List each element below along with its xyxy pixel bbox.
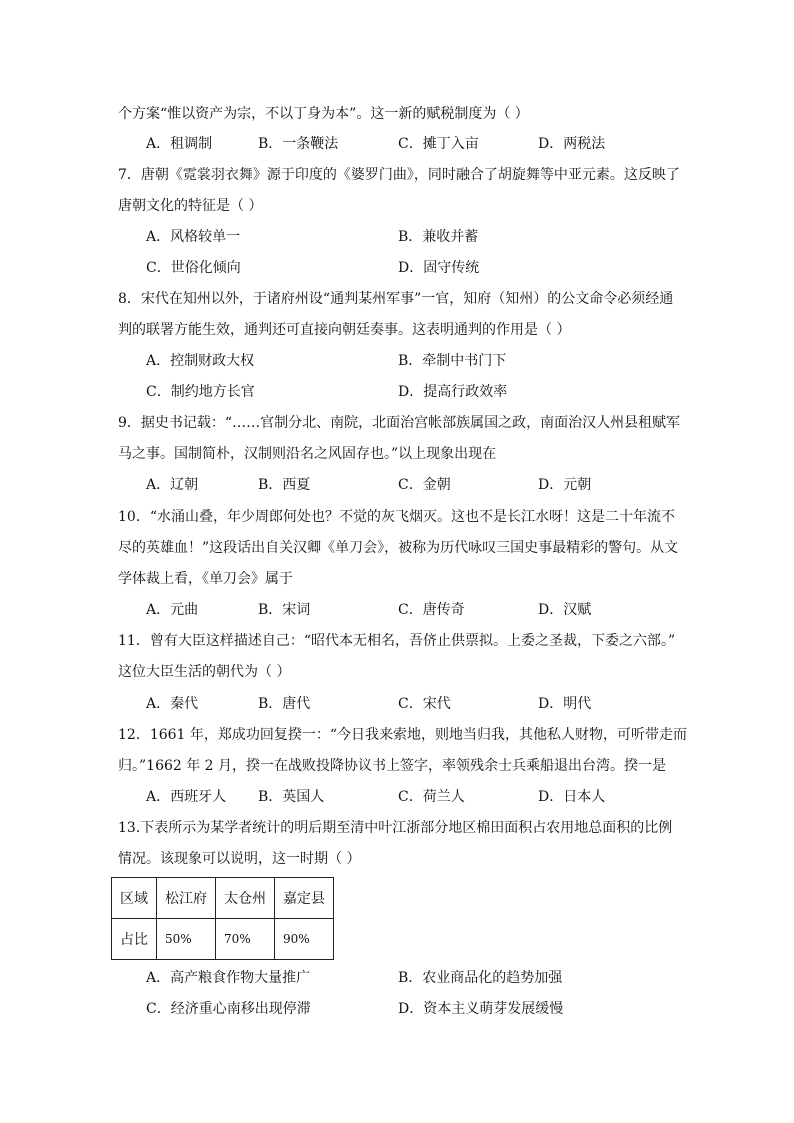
q7-option-c: C．世俗化倾向 <box>146 260 241 276</box>
q10-option-a: A．元曲 <box>146 602 199 618</box>
q13-option-d: D．资本主义萌芽发展缓慢 <box>398 1001 564 1017</box>
q12-option-c: C．荷兰人 <box>398 789 465 805</box>
q11-option-b: B．唐代 <box>258 696 311 712</box>
q6-option-b: B．一条鞭法 <box>258 136 339 152</box>
table-row <box>112 919 334 960</box>
q11-stem-line-1: 11．曾有大臣这样描述自己：“昭代本无相名，吾侪止供票拟。上委之圣裁，下委之六部。” <box>118 633 676 649</box>
table-cell: 太仓州 <box>216 878 275 919</box>
q11-option-c: C．宋代 <box>398 696 451 712</box>
table-cell: 嘉定县 <box>275 878 334 919</box>
q6-option-d: D．两税法 <box>538 136 606 152</box>
q8-option-c: C．制约地方长官 <box>146 384 255 400</box>
table-cell: 70% <box>216 919 275 960</box>
q13-data-table <box>111 877 334 960</box>
q10-stem-line-1: 10．“水涌山叠，年少周郎何处也？不觉的灰飞烟灭。这也不是长江水呀！这是二十年流不 <box>118 509 675 525</box>
q11-option-d: D．明代 <box>538 696 592 712</box>
q12-stem-line-1: 12．1661 年，郑成功回复揆一：“今日我来索地，则地当归我，其他私人财物，可听带走而 <box>118 727 688 743</box>
q10-stem-line-3: 学体裁上看，《单刀会》属于 <box>118 571 293 587</box>
q7-stem-line-1: 7．唐朝《霓裳羽衣舞》源于印度的《婆罗门曲》，同时融合了胡旋舞等中亚元素。这反映了 <box>118 167 680 183</box>
q13-option-b: B．农业商品化的趋势加强 <box>398 970 563 986</box>
q10-option-c: C．唐传奇 <box>398 602 465 618</box>
table-row <box>112 878 334 919</box>
q7-option-d: D．固守传统 <box>398 260 480 276</box>
q8-option-a: A．控制财政大权 <box>146 353 255 369</box>
q8-stem-line-1: 8．宋代在知州以外，于诸府州设“通判某州军事”一官，知府（知州）的公文命令必须经通 <box>118 291 674 307</box>
table-cell: 90% <box>275 919 334 960</box>
q10-option-d: D．汉赋 <box>538 602 592 618</box>
q6-option-c: C．摊丁入亩 <box>398 136 479 152</box>
table-cell: 50% <box>157 919 216 960</box>
q12-stem-line-2: 归。”1662 年 2 月，揆一在战败投降协议书上签字，率领残余士兵乘船退出台湾。揆一是 <box>118 758 667 774</box>
q9-stem-line-1: 9．据史书记载：“……官制分北、南院，北面治宫帐部族属国之政，南面治汉人州县租赋军 <box>118 415 681 431</box>
q7-option-b: B．兼收并蓄 <box>398 229 479 245</box>
q7-option-a: A．风格较单一 <box>146 229 241 245</box>
q13-stem-line-2: 情况。该现象可以说明，这一时期（ ） <box>118 851 361 867</box>
q10-stem-line-2: 尽的英雄血！”这段话出自关汉卿《单刀会》，被称为历代咏叹三国史事最精彩的警句。从文 <box>118 540 679 556</box>
q11-option-a: A．秦代 <box>146 696 199 712</box>
q9-stem-line-2: 马之事。国制简朴，汉制则沿名之风固存也。”以上现象出现在 <box>118 446 497 462</box>
table-cell: 区域 <box>112 878 157 919</box>
q9-option-b: B．西夏 <box>258 477 311 493</box>
q13-option-a: A．高产粮食作物大量推广 <box>146 970 311 986</box>
q12-option-b: B．英国人 <box>258 789 325 805</box>
q11-stem-line-2: 这位大臣生活的朝代为（ ） <box>118 664 291 680</box>
q9-option-d: D．元朝 <box>538 477 592 493</box>
q9-option-a: A．辽朝 <box>146 477 199 493</box>
q6-option-a: A．租调制 <box>146 136 213 152</box>
q7-stem-line-2: 唐朝文化的特征是（ ） <box>118 198 263 214</box>
q13-stem-line-1: 13.下表所示为某学者统计的明后期至清中叶江浙部分地区棉田面积占农用地总面积的比例 <box>118 820 673 836</box>
table-cell: 占比 <box>112 919 157 960</box>
table-cell: 松江府 <box>157 878 216 919</box>
q9-option-c: C．金朝 <box>398 477 451 493</box>
q8-option-d: D．提高行政效率 <box>398 384 508 400</box>
q13-option-c: C．经济重心南移出现停滞 <box>146 1001 311 1017</box>
q10-option-b: B．宋词 <box>258 602 311 618</box>
q12-option-d: D．日本人 <box>538 789 606 805</box>
q8-stem-line-2: 判的联署方能生效，通判还可直接向朝廷奏事。这表明通判的作用是（ ） <box>118 322 571 338</box>
q12-option-a: A．西班牙人 <box>146 789 227 805</box>
q6-stem-line: 个方案“惟以资产为宗，不以丁身为本”。这一新的赋税制度为（ ） <box>118 106 529 122</box>
q8-option-b: B．牵制中书门下 <box>398 353 507 369</box>
